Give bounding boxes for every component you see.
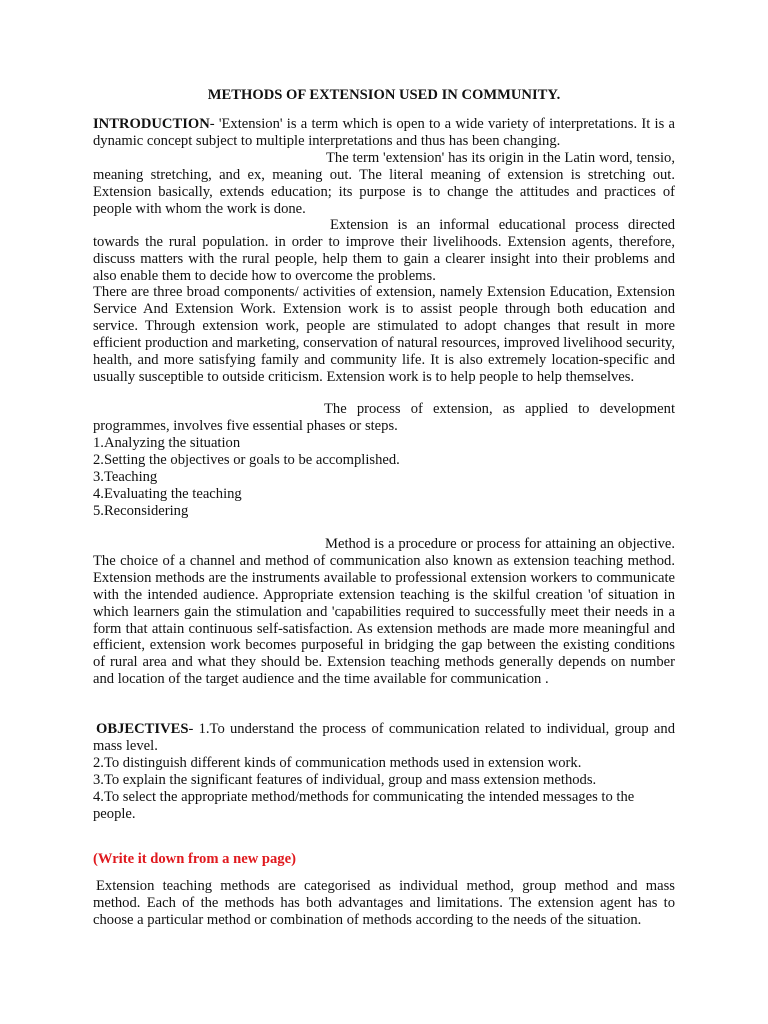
list-item: 2.To distinguish different kinds of communication methods used in extension work. [93,755,582,771]
objectives-list [93,755,675,823]
new-page-note: (Write it down from a new page) [93,851,296,867]
intro-paragraph-2: The term 'extension' has its origin in the Latin word, tensio, meaning stretching, and ex, meaning out. The literal meaning of extension is stretching out. Extension basically, extends education; its purpose is to change the attitudes and practices of people with whom the work is done. [93,150,675,217]
method-paragraph: Method is a procedure or process for attaining an objective. The choice of a channel and method of communication also known as extension teaching method. Extension methods are the instruments available to professional extension workers to communicate with the intended audience. Appropriate extension teaching is the skilful creation 'of situation in which learners gain the stimulation and 'capabilities required to successfully meet their needs in a form that attain continuous self-satisfaction. As extension methods are made more meaningful and efficient, extension work becomes purposeful in bridging the gap between the existing conditions of rural area and what they should be. Extension teaching methods generally depends on number and location of the target audience and the time available for communication . [93,536,675,688]
intro-paragraph-3: Extension is an informal educational process directed towards the rural population. in order to improve their livelihoods. Extension agents, therefore, discuss matters with the rural people, help them to gain a clearer insight into their problems and also enable them to decide how to overcome the problems. [93,217,675,284]
list-item: 1.Analyzing the situation [93,435,241,451]
list-item: 4.To select the appropriate method/methods for communicating the intended messages to the people. [93,788,635,822]
objectives-first: - 1.To understand the process of communication related to individual, group and mass level. [93,721,675,754]
page-title: METHODS OF EXTENSION USED IN COMMUNITY. [207,87,561,103]
intro-text-1: - 'Extension' is a term which is open to a wide variety of interpretations. It is a dynamic concept subject to multiple interpretations and thus has been changing. [93,116,675,149]
steps-list [93,435,675,520]
list-item: 3.To explain the significant features of individual, group and mass extension methods. [93,771,597,788]
list-item: 2.Setting the objectives or goals to be accomplished. [93,451,400,468]
intro-paragraph-1 [93,116,675,150]
list-item: 4.Evaluating the teaching [93,485,242,502]
closing-paragraph: Extension teaching methods are categorised as individual method, group method and mass method. Each of the methods has both advantages and limitations. The extension agent has to choose a particular method or combination of methods according to the needs of the situation. [93,878,675,928]
objectives-paragraph [93,721,675,755]
intro-paragraph-4: There are three broad components/ activities of extension, namely Extension Education, Extension Service And Extension Work. Extension work is to assist people through both education and service. Through extension work, people are stimulated to adopt changes that result in more efficient production and marketing, conservation of natural resources, improved livelihood security, health, and more satisfying family and community life. It is also extremely location-specific and usually susceptible to outside criticism. Extension work is to help people to help themselves. [93,284,675,385]
intro-label: INTRODUCTION [93,116,210,132]
list-item: 3.Teaching [93,468,158,485]
objectives-label: OBJECTIVES [96,721,189,737]
intro-paragraph-5: The process of extension, as applied to development programmes, involves five essential phases or steps. [93,401,675,434]
list-item: 5.Reconsidering [93,502,189,519]
